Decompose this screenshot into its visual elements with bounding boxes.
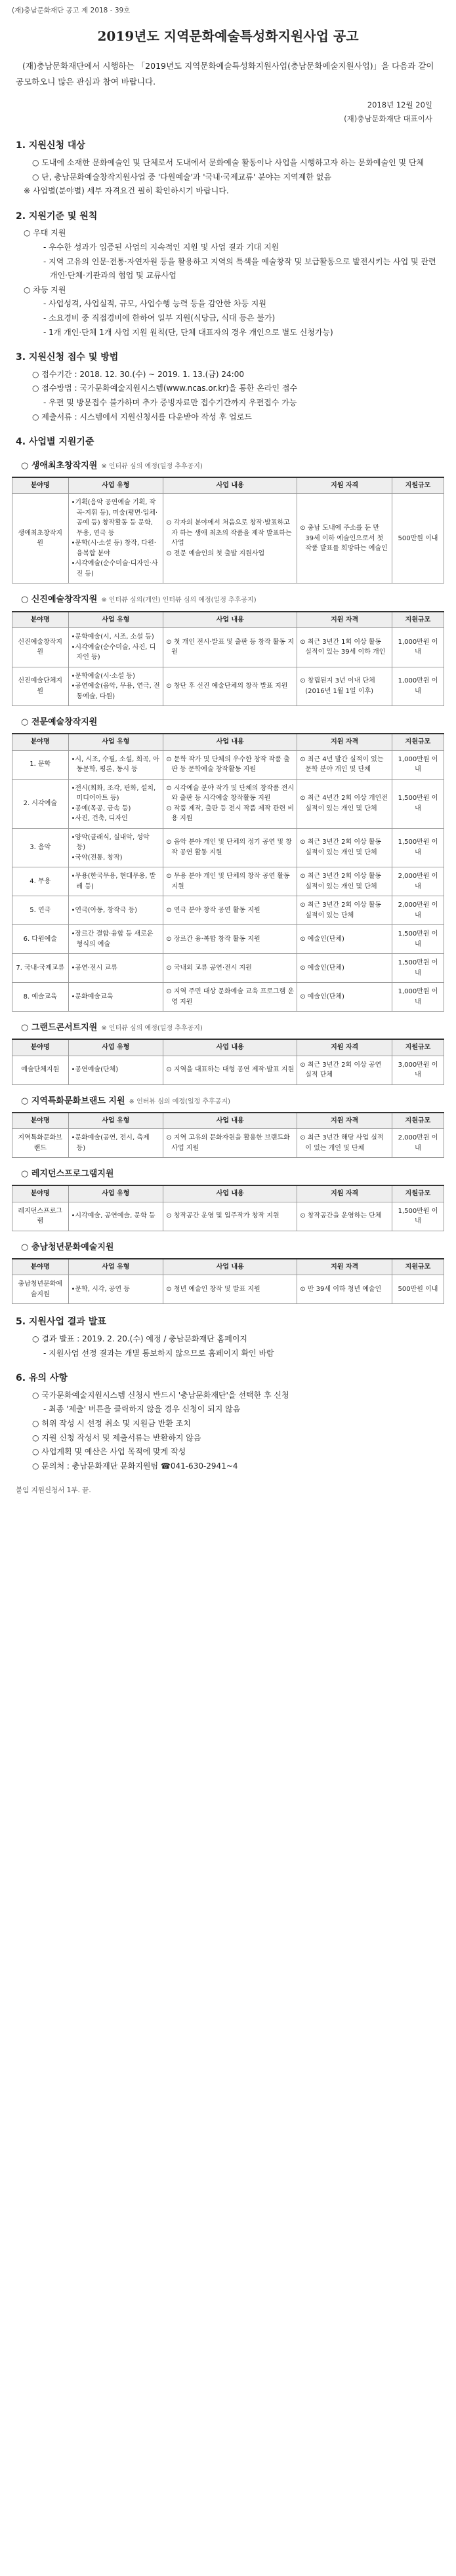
intro-paragraph: (재)충남문화재단에서 시행하는 「2019년도 지역문화예술특성화지원사업(충남문화예술지원사업)」을 다음과 같이 공모하오니 많은 관심과 참여 바랍니다.	[16, 61, 434, 87]
program-table	[12, 1112, 444, 1159]
cell-qualification	[297, 896, 392, 925]
program-table-title-text: ○ 레지던스프로그램지원	[21, 1169, 114, 1179]
cell-line: •문학(시·소설 등) 창작, 다원·융복합 분야	[71, 540, 156, 557]
cell-field: 신진예술단체지원	[12, 667, 69, 706]
cell-qualification	[297, 1056, 392, 1084]
criteria-item: - 소요경비 중 직접경비에 한하여 일부 지원(식당금, 식대 등은 불가)	[43, 313, 276, 323]
cell-line: •전시(회화, 조각, 판화, 설치, 미디어아트 등)	[71, 784, 156, 803]
cell-line: ⊙ 각자의 분야에서 처음으로 창작·발표하고자 하는 생애 최초의 작품을 제작 발표하는 사업	[166, 519, 292, 547]
cell-scale: 1,500만원 이내	[392, 1202, 444, 1231]
program-table-block	[12, 1167, 444, 1231]
column-header: 지원 자격	[297, 1259, 392, 1275]
cell-qualification	[297, 1202, 392, 1231]
cell-qualification	[297, 983, 392, 1012]
cell-line: ⊙ 최근 3년간 2회 이상 활동 실적이 있는 단체	[300, 902, 382, 919]
section-heading: 5. 지원사업 결과 발표	[16, 1317, 106, 1328]
cell-scale: 1,500만원 이내	[392, 779, 444, 828]
table-row	[12, 867, 444, 896]
cell-type	[68, 1275, 163, 1304]
cell-scale: 1,500만원 이내	[392, 828, 444, 867]
program-table-note: ※ 인터뷰 심의 예정(일정 추후공지)	[101, 1025, 203, 1033]
table-row	[12, 1275, 444, 1304]
section-heading: 4. 사업별 지원기준	[16, 437, 94, 448]
table-row	[12, 828, 444, 867]
column-header: 지원 자격	[297, 1039, 392, 1056]
cell-content	[163, 867, 297, 896]
cell-field: 6. 다원예술	[12, 925, 69, 954]
cell-content	[163, 828, 297, 867]
column-header: 사업 내용	[163, 734, 297, 750]
note-item: ○ 허위 작성 시 선정 취소 및 지원금 반환 조치	[32, 1418, 191, 1428]
cell-scale: 1,000만원 이내	[392, 667, 444, 706]
application-item: - 우편 및 방문접수 불가하며 추가 증빙자료만 접수기간까지 우편접수 가능	[43, 398, 297, 408]
cell-type	[68, 828, 163, 867]
cell-line: •문화예술교육	[71, 993, 114, 1001]
note-item: - 최종 '제출' 버튼을 클릭하지 않을 경우 신청이 되지 않음	[43, 1404, 241, 1414]
issue-block	[12, 98, 432, 127]
program-table-title	[21, 1021, 444, 1035]
criteria-item: - 사업성격, 사업실적, 규모, 사업수행 능력 등을 감안한 차등 지원	[43, 299, 266, 309]
cell-scale: 1,000만원 이내	[392, 983, 444, 1012]
cell-line: ⊙ 시각예술 분야 작가 및 단체의 창작품 전시와 출판 등 시각예술 창작활동 지원	[166, 784, 295, 803]
column-header: 사업 내용	[163, 612, 297, 628]
cell-line: ⊙ 최근 4년간 2회 이상 개인전 실적이 있는 개인 및 단체	[300, 795, 388, 812]
program-table-block	[12, 459, 444, 584]
program-table-title-text: ○ 충남청년문화예술지원	[21, 1242, 114, 1252]
cell-line: •국악(전통, 창작)	[71, 854, 123, 862]
cell-content	[163, 983, 297, 1012]
program-table-title	[21, 1094, 444, 1108]
cell-line: ⊙ 음악 분야 개인 및 단체의 정기 공연 및 창작 공연 활동 지원	[166, 839, 292, 856]
cell-content	[163, 1202, 297, 1231]
column-header: 지원규모	[392, 612, 444, 628]
program-table-title-text: ○ 그랜드콘서트지원	[21, 1023, 98, 1033]
table-row	[12, 1056, 444, 1084]
cell-type	[68, 983, 163, 1012]
cell-scale: 2,000만원 이내	[392, 1129, 444, 1158]
cell-type	[68, 628, 163, 667]
column-header: 지원 자격	[297, 477, 392, 494]
column-header: 지원규모	[392, 1113, 444, 1129]
cell-content	[163, 494, 297, 584]
table-row	[12, 954, 444, 983]
column-header: 사업 내용	[163, 477, 297, 494]
cell-content	[163, 925, 297, 954]
cell-scale: 3,000만원 이내	[392, 1056, 444, 1084]
cell-line: ⊙ 무용 분야 개인 및 단체의 창작 공연 활동 지원	[166, 873, 290, 890]
cell-field: 4. 무용	[12, 867, 69, 896]
cell-type	[68, 1056, 163, 1084]
cell-line: •시각예술(순수미술·디자인·사진 등)	[71, 560, 158, 578]
cell-line: ⊙ 청년 예술인 창작 및 발표 지원	[166, 1286, 260, 1293]
column-header: 지원규모	[392, 1185, 444, 1202]
column-header: 사업 내용	[163, 1113, 297, 1129]
cell-line: •사진, 건축, 디자인	[71, 815, 128, 823]
section-program-criteria	[12, 435, 444, 1304]
program-table	[12, 477, 444, 584]
cell-scale: 1,000만원 이내	[392, 628, 444, 667]
note-item: ○ 지원 신청 작성서 및 제출서류는 반환하지 않음	[32, 1433, 201, 1442]
column-header: 사업 유형	[68, 1259, 163, 1275]
cell-line: ⊙ 최근 3년간 1회 이상 활동 실적이 있는 39세 이하 개인	[300, 638, 386, 656]
criteria-item: - 1개 개인·단체 1개 사업 지원 원칙(단, 단체 대표자의 경우 개인으로 별도 신청가능)	[43, 327, 333, 337]
cell-field: 8. 예술교육	[12, 983, 69, 1012]
results-item: ○ 결과 발표 : 2019. 2. 20.(수) 예정 / 충남문화재단 홈페이지	[32, 1334, 248, 1343]
program-table	[12, 611, 444, 707]
column-header: 사업 유형	[68, 734, 163, 750]
cell-scale: 2,000만원 이내	[392, 896, 444, 925]
cell-scale: 2,000만원 이내	[392, 867, 444, 896]
cell-line: •문화예술(공연, 전시, 축제 등)	[71, 1134, 150, 1152]
cell-scale: 500만원 이내	[392, 1275, 444, 1304]
cell-line: •장르간 결합·융합 등 새로운 형식의 예술	[71, 930, 154, 948]
section-results	[12, 1315, 444, 1360]
program-table-block	[12, 1240, 444, 1305]
column-header: 분야명	[12, 1259, 69, 1275]
column-header: 분야명	[12, 477, 69, 494]
cell-line: •공연·전시 교류	[71, 964, 117, 972]
section-eligibility	[12, 138, 444, 198]
program-table-block	[12, 1094, 444, 1159]
cell-line: ⊙ 창작공간 운영 및 입주작가 창작 지원	[166, 1212, 280, 1220]
cell-type	[68, 779, 163, 828]
cell-content	[163, 628, 297, 667]
cell-line: ⊙ 최근 3년간 2회 이상 활동 실적이 있는 개인 및 단체	[300, 839, 382, 856]
cell-qualification	[297, 628, 392, 667]
table-row	[12, 1202, 444, 1231]
cell-field: 지역특화문화브랜드	[12, 1129, 69, 1158]
column-header: 사업 유형	[68, 612, 163, 628]
eligibility-item: ○ 단, 충남문화예술창작지원사업 중 '다원예술'과 '국내·국제교류' 분야는 지역제한 없음	[32, 172, 331, 182]
issuing-organization: (재)충남문화재단 대표이사	[344, 114, 432, 124]
cell-content	[163, 1056, 297, 1084]
criteria-subtitle: ○ 차등 지원	[24, 285, 66, 294]
table-row	[12, 896, 444, 925]
program-table-block	[12, 1021, 444, 1085]
column-header: 사업 내용	[163, 1185, 297, 1202]
cell-qualification	[297, 667, 392, 706]
cell-line: ⊙ 만 39세 이하 청년 예술인	[300, 1286, 382, 1293]
section-heading: 1. 지원신청 대상	[16, 140, 85, 151]
cell-line: •시각예술, 공연예술, 문학 등	[71, 1212, 155, 1220]
section-notes	[12, 1371, 444, 1473]
program-table	[12, 1039, 444, 1085]
cell-line: ⊙ 전문 예술인의 첫 출발 지원사업	[166, 549, 265, 557]
program-table	[12, 1185, 444, 1231]
cell-content	[163, 779, 297, 828]
cell-scale: 1,500만원 이내	[392, 954, 444, 983]
cell-line: ⊙ 최근 3년간 2회 이상 공연 실적 단체	[300, 1061, 382, 1079]
table-row	[12, 1129, 444, 1158]
cell-field: 7. 국내·국제교류	[12, 954, 69, 983]
cell-type	[68, 867, 163, 896]
cell-line: ⊙ 장르간 융·복합 창작 활동 지원	[166, 935, 260, 943]
cell-qualification	[297, 828, 392, 867]
page-title: 2019년도 지역문화예술특성화지원사업 공고	[97, 28, 359, 44]
column-header: 사업 내용	[163, 1259, 297, 1275]
cell-line: •양악(클래식, 실내악, 성악 등)	[71, 833, 150, 852]
section-heading: 3. 지원신청 접수 및 방법	[16, 352, 119, 363]
cell-scale: 500만원 이내	[392, 494, 444, 584]
cell-line: •기획(음악 공연예술 기획, 작곡·지휘 등), 미술(평면·입체·공예 등) 창작활동 등 문학, 무용, 연극 등	[71, 499, 158, 537]
cell-line: •공예(목공, 금속 등)	[71, 804, 131, 812]
cell-line: •무용(한국무용, 현대무용, 발레 등)	[71, 873, 156, 890]
cell-qualification	[297, 867, 392, 896]
cell-line: •공연예술(단체)	[71, 1066, 119, 1074]
cell-qualification	[297, 1129, 392, 1158]
document-number: (재)충남문화재단 공고 제 2018 - 39호	[12, 7, 131, 14]
table-row	[12, 494, 444, 584]
cell-type	[68, 954, 163, 983]
column-header: 지원규모	[392, 1039, 444, 1056]
note-item: ○ 사업계획 및 예산은 사업 목적에 맞게 작성	[32, 1447, 186, 1457]
column-header: 분야명	[12, 1039, 69, 1056]
program-table	[12, 733, 444, 1012]
cell-content	[163, 896, 297, 925]
cell-line: ⊙ 예술인(단체)	[300, 935, 344, 943]
column-header: 사업 내용	[163, 1039, 297, 1056]
program-table-title	[21, 1167, 444, 1181]
column-header: 사업 유형	[68, 477, 163, 494]
column-header: 분야명	[12, 612, 69, 628]
cell-line: •문학예술(시, 시조, 소설 등)	[71, 633, 154, 641]
table-row	[12, 983, 444, 1012]
cell-content	[163, 750, 297, 779]
table-row	[12, 925, 444, 954]
cell-field: 생애최초창작지원	[12, 494, 69, 584]
column-header: 지원 자격	[297, 734, 392, 750]
note-item: ○ 국가문화예술지원시스템 신청시 반드시 '충남문화재단'을 선택한 후 신청	[32, 1390, 289, 1400]
program-table-block	[12, 715, 444, 1012]
section-criteria	[12, 209, 444, 340]
cell-line: ⊙ 충남 도내에 주소를 둔 만 39세 이하 예술인으로서 첫 작품 발표를 희망하는 예술인	[300, 525, 388, 553]
program-table-note: ※ 인터뷰 심의 예정(일정 추후공지)	[129, 1098, 231, 1105]
criteria-subtitle: ○ 우대 지원	[24, 228, 66, 238]
cell-qualification	[297, 779, 392, 828]
program-table-title	[21, 593, 444, 606]
table-row	[12, 750, 444, 779]
cell-line: ⊙ 창립된지 3년 이내 단체(2016년 1월 1일 이후)	[300, 677, 375, 695]
section-heading: 6. 유의 사항	[16, 1373, 68, 1384]
cell-content	[163, 1275, 297, 1304]
program-table-title	[21, 715, 444, 729]
cell-type	[68, 1202, 163, 1231]
program-table-title-text: ○ 신진예술창작지원	[21, 595, 98, 605]
cell-line: ⊙ 지역을 대표하는 대형 공연 제작·발표 지원	[166, 1066, 295, 1074]
cell-line: ⊙ 첫 개인 전시·발표 및 출판 등 창작 활동 지원	[166, 638, 295, 656]
section-heading: 2. 지원기준 및 원칙	[16, 210, 98, 222]
cell-line: ⊙ 연극 분야 창작 공연 활동 지원	[166, 906, 260, 914]
column-header: 분야명	[12, 1113, 69, 1129]
criteria-item: - 지역 고유의 인문·전통·자연자원 등을 활용하고 지역의 특색을 예술창작 및 보급활동으로 발전시키는 사업 및 관련 개인·단체·기관과의 협업 및 교류사업	[43, 256, 436, 281]
cell-line: ⊙ 창작공간을 운영하는 단체	[300, 1212, 382, 1220]
cell-field: 3. 음악	[12, 828, 69, 867]
cell-field: 충남청년문화예술지원	[12, 1275, 69, 1304]
table-row	[12, 628, 444, 667]
cell-type	[68, 925, 163, 954]
program-table-title	[21, 459, 444, 473]
application-item: ○ 제출서류 : 시스템에서 지원신청서를 다운받아 작성 후 업로드	[32, 412, 252, 422]
cell-line: ⊙ 지역 주민 대상 문화예술 교육 프로그램 운영 지원	[166, 988, 295, 1006]
cell-content	[163, 1129, 297, 1158]
program-table-title-text: ○ 전문예술창작지원	[21, 717, 98, 728]
column-header: 지원규모	[392, 734, 444, 750]
cell-qualification	[297, 925, 392, 954]
column-header: 지원 자격	[297, 1113, 392, 1129]
cell-line: ⊙ 지역 고유의 문화자원을 활용한 브랜드화 사업 지원	[166, 1134, 290, 1152]
results-item: - 지원사업 선정 결과는 개별 통보하지 않으므로 홈페이지 확인 바람	[43, 1348, 274, 1358]
cell-line: ⊙ 예술인(단체)	[300, 964, 344, 972]
cell-type	[68, 494, 163, 584]
cell-qualification	[297, 750, 392, 779]
cell-line: ⊙ 국내외 교류 공연·전시 지원	[166, 964, 252, 972]
cell-qualification	[297, 954, 392, 983]
cell-content	[163, 667, 297, 706]
program-table	[12, 1258, 444, 1305]
program-tables	[12, 459, 444, 1304]
cell-line: •문학, 시각, 공연 등	[71, 1286, 130, 1293]
cell-scale: 1,000만원 이내	[392, 750, 444, 779]
program-table-title-text: ○ 지역특화문화브랜드 지원	[21, 1096, 125, 1106]
cell-field: 레지던스프로그램	[12, 1202, 69, 1231]
application-item: ○ 접수기간 : 2018. 12. 30.(수) ~ 2019. 1. 13.(금) 24:00	[32, 369, 244, 379]
attachment-note: 붙임 지원신청서 1부. 끝.	[16, 1486, 91, 1495]
program-table-block	[12, 593, 444, 706]
issue-date: 2018년 12월 20일	[367, 100, 432, 109]
cell-qualification	[297, 1275, 392, 1304]
cell-type	[68, 896, 163, 925]
cell-line: ⊙ 예술인(단체)	[300, 993, 344, 1001]
cell-type	[68, 1129, 163, 1158]
program-table-title	[21, 1240, 444, 1254]
cell-line: ⊙ 문학 작가 및 단체의 우수한 창작 작품 출판 등 문학예술 창작활동 지원	[166, 755, 290, 774]
program-table-title-text: ○ 생애최초창작지원	[21, 460, 98, 471]
column-header: 지원규모	[392, 1259, 444, 1275]
program-table-note: ※ 인터뷰 심의(개인) 인터뷰 심의 예정(일정 추후공지)	[101, 597, 257, 604]
cell-line: ⊙ 창단 후 신진 예술단체의 창작 발표 지원	[166, 683, 288, 690]
table-row	[12, 667, 444, 706]
cell-line: ⊙ 최근 3년간 2회 이상 활동 실적이 있는 개인 및 단체	[300, 873, 382, 890]
cell-line: ⊙ 최근 3년간 해당 사업 실적이 있는 개인 및 단체	[300, 1134, 384, 1152]
table-row	[12, 779, 444, 828]
cell-scale: 1,500만원 이내	[392, 925, 444, 954]
cell-field: 2. 시각예술	[12, 779, 69, 828]
cell-field: 5. 연극	[12, 896, 69, 925]
column-header: 사업 유형	[68, 1039, 163, 1056]
section-application	[12, 350, 444, 424]
cell-line: •시, 시조, 수필, 소설, 희곡, 아동문학, 평론, 동시 등	[71, 755, 159, 774]
column-header: 사업 유형	[68, 1113, 163, 1129]
cell-line: ⊙ 작품 제작, 출판 등 전시 작품 제작 관련 비용 지원	[166, 804, 295, 823]
cell-type	[68, 667, 163, 706]
application-item: ○ 접수방법 : 국가문화예술지원시스템(www.ncas.or.kr)을 통한 온라인 접수	[32, 384, 298, 393]
column-header: 분야명	[12, 1185, 69, 1202]
cell-content	[163, 954, 297, 983]
column-header: 지원규모	[392, 477, 444, 494]
cell-line: •문학예술(시·소설 등)	[71, 672, 135, 680]
column-header: 지원 자격	[297, 1185, 392, 1202]
cell-field: 예술단체지원	[12, 1056, 69, 1084]
cell-line: ⊙ 최근 4년 발간 실적이 있는 문학 분야 개인 및 단체	[300, 755, 384, 774]
cell-line: •연극(아동, 창작극 등)	[71, 906, 138, 914]
cell-field: 1. 문학	[12, 750, 69, 779]
program-table-note: ※ 인터뷰 심의 예정(일정 추후공지)	[101, 462, 203, 470]
cell-line: •공연예술(음악, 무용, 연극, 전통예술, 다원)	[71, 683, 160, 700]
criteria-item: - 우수한 성과가 입증된 사업의 지속적인 지원 및 사업 결과 기대 지원	[43, 243, 280, 252]
cell-type	[68, 750, 163, 779]
cell-qualification	[297, 494, 392, 584]
eligibility-item: ○ 도내에 소재한 문화예술인 및 단체로서 도내에서 문화예술 활동이나 사업을 시행하고자 하는 문화예술인 및 단체	[32, 158, 425, 167]
eligibility-note: ※ 사업별(분야별) 세부 자격요건 필히 확인하시기 바랍니다.	[24, 186, 229, 196]
cell-field: 신진예술창작지원	[12, 628, 69, 667]
cell-line: •시각예술(순수미술, 사진, 디자인 등)	[71, 643, 156, 662]
column-header: 사업 유형	[68, 1185, 163, 1202]
note-item: ○ 문의처 : 충남문화재단 문화지원팀 ☎041-630-2941~4	[32, 1461, 238, 1471]
column-header: 지원 자격	[297, 612, 392, 628]
column-header: 분야명	[12, 734, 69, 750]
